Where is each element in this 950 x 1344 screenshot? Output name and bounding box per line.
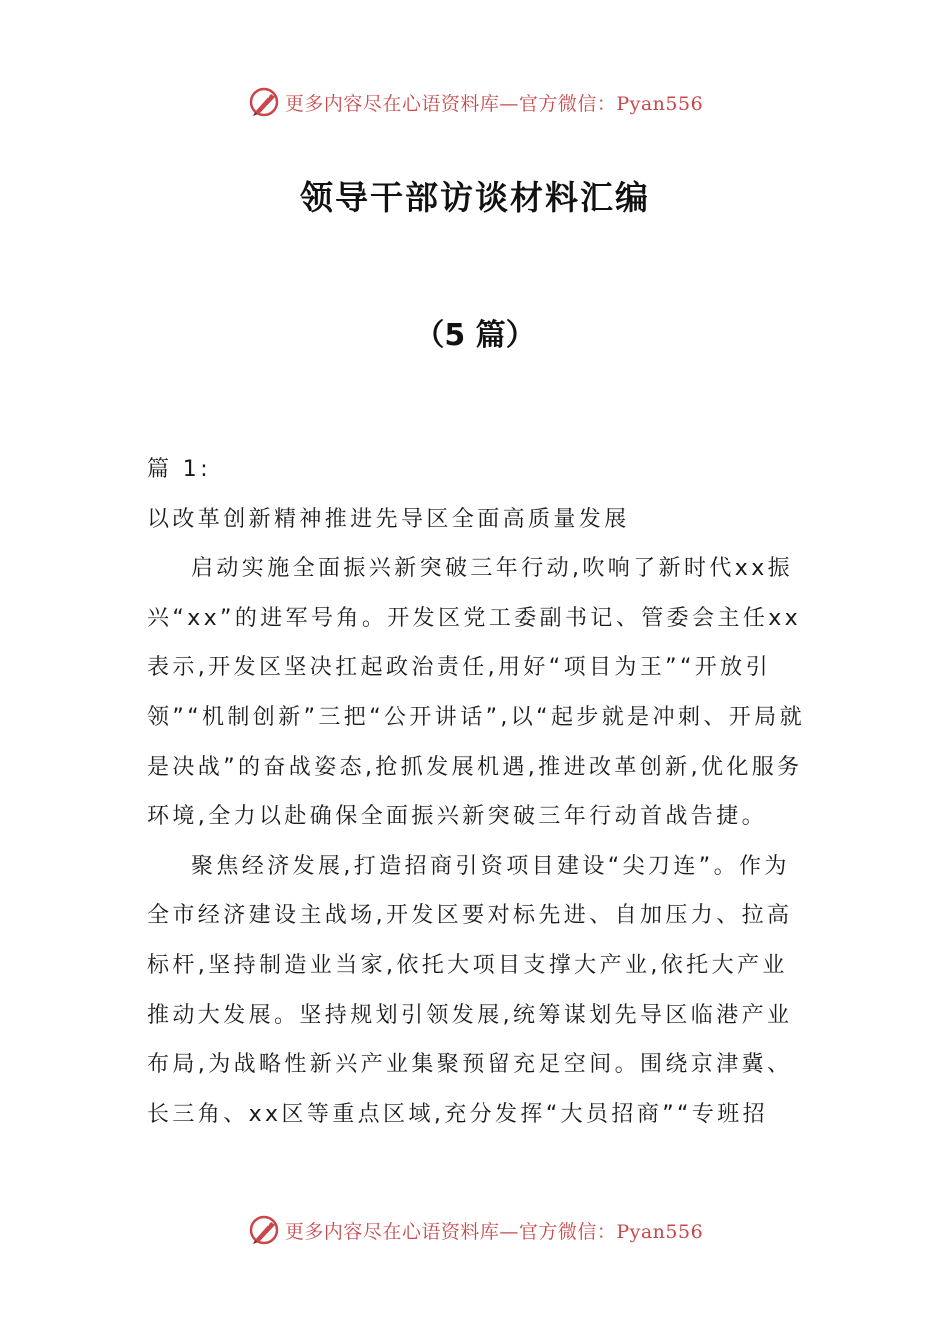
watermark-header [0, 82, 950, 122]
watermark-footer [0, 1210, 950, 1250]
paragraph: 聚焦经济发展,打造招商引资项目建设“尖刀连”。作为全市经济建设主战场,开发区要对标先进、自加压力、拉高标杆,坚持制造业当家,依托大项目支撑大产业,依托大产业推动大发展。坚持规划引领发展,统筹谋划先导区临港产业布局,为战略性新兴产业集聚预留充足空间。围绕京津冀、长三角、xx区等重点区域,充分发挥“大员招商”“专班招 [147, 853, 793, 1127]
paragraph: 启动实施全面振兴新突破三年行动,吹响了新时代xx振兴“xx”的进军号角。开发区党工委副书记、管委会主任xx表示,开发区坚决扛起政治责任,用好“项目为王”“开放引领”“机制创新”三把“公开讲话”,以“起步就是冲刺、开局就是决战”的奋战姿态,抢抓发展机遇,推进改革创新,优化服务环境,全力以赴确保全面振兴新突破三年行动首战告捷。 [147, 556, 805, 830]
document-title: 领导干部访谈材料汇编 [300, 178, 650, 217]
watermark-text: 更多内容尽在心语资料库—官方微信：Pyan556 [284, 92, 704, 115]
watermark-text: 更多内容尽在心语资料库—官方微信：Pyan556 [284, 1220, 704, 1243]
article-title: 以改革创新精神推进先导区全面高质量发展 [147, 506, 630, 532]
pen-logo-icon [247, 85, 281, 119]
section-label: 篇 1: [147, 457, 212, 482]
document-body [147, 445, 807, 1139]
pen-logo-icon [247, 1213, 281, 1247]
document-subtitle: （5 篇） [414, 318, 536, 353]
